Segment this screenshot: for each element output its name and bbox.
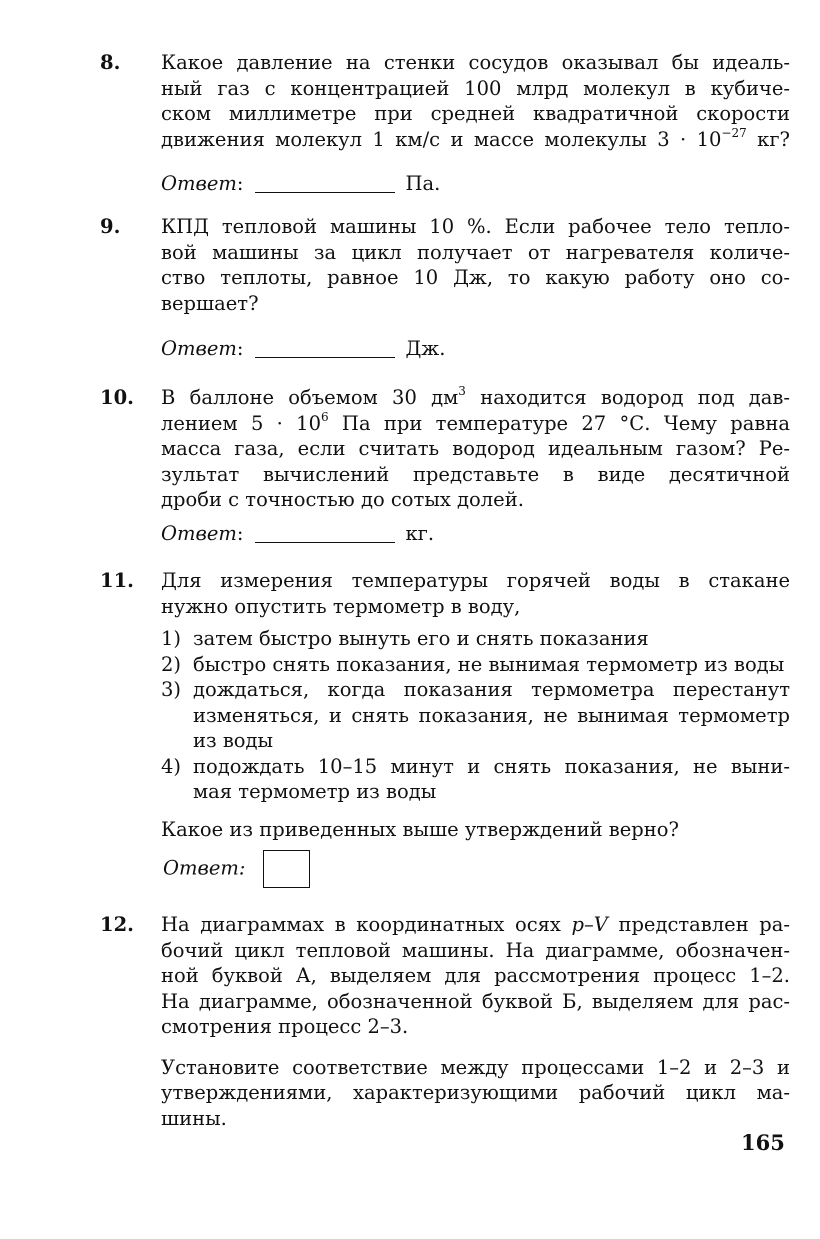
answer-label: Ответ: [161, 522, 237, 545]
answer-label: Ответ:: [163, 856, 246, 880]
text-fragment: лением 5 · 10: [161, 411, 321, 435]
option-text: затем быстро вынуть его и снять показания: [193, 627, 649, 650]
option-text: из воды: [193, 729, 274, 752]
option-list: [161, 626, 790, 805]
answer-unit: Дж.: [405, 337, 446, 360]
text-line: ной буквой А, выделяем для рассмотрения процесс 1–2.: [161, 964, 790, 987]
problem-text: [161, 568, 790, 619]
text-fragment: В баллоне объемом 30 дм: [161, 386, 459, 409]
text-line: [161, 127, 790, 153]
text-fragment: кг?: [746, 127, 790, 151]
question-text: Какое из приведенных выше утверждений верно?: [161, 818, 679, 841]
answer-field[interactable]: [255, 191, 395, 193]
answer-line: [163, 850, 310, 888]
answer-unit: Па.: [405, 172, 441, 195]
text-line: смотрения процесс 2–3.: [161, 1015, 409, 1038]
option-1: [161, 626, 790, 652]
answer-line: Ответ: кг.: [161, 522, 435, 545]
exponent: 6: [320, 409, 329, 424]
text-fragment: представлен ра-: [607, 913, 791, 936]
option-3: [161, 677, 790, 754]
problem-number: 12.: [100, 913, 134, 936]
answer-box[interactable]: [263, 850, 310, 888]
text-line: Для измерения температуры горячей воды в стакане: [161, 569, 790, 592]
text-line: дроби с точностью до сотых долей.: [161, 488, 524, 511]
problem-number: 8.: [100, 51, 121, 74]
text-line: бочий цикл тепловой машины. На диаграмме, обозначен-: [161, 938, 790, 962]
text-line: ный газ с концентрацией 100 млрд молекул в кубиче-: [161, 76, 790, 100]
problem-number: 11.: [100, 569, 134, 592]
text-line: [161, 385, 790, 411]
text-line: вершает?: [161, 291, 259, 315]
text-line: КПД тепловой машины 10 %. Если рабочее тело тепло-: [161, 215, 790, 238]
text-line: Какое давление на стенки сосудов оказывал бы идеаль-: [161, 51, 790, 74]
text-fragment: На диаграммах в координатных осях: [161, 913, 572, 936]
option-4: [161, 754, 790, 805]
problem-text: [161, 50, 790, 152]
text-line: утверждениями, характеризующими рабочий цикл ма-: [161, 1081, 790, 1104]
option-text: быстро снять показания, не вынимая термометр из воды: [193, 652, 785, 676]
option-text: дождаться, когда показания термометра перестанут: [193, 678, 790, 701]
text-line: зультат вычислений представьте в виде десятичной: [161, 462, 790, 486]
option-text: изменяться, и снять показания, не вынимая термометр: [193, 703, 790, 727]
text-fragment: движения молекул 1 км/с и массе молекулы 3 · 10: [161, 127, 722, 151]
answer-line: Ответ: Дж.: [161, 337, 446, 360]
question-line: [161, 817, 679, 843]
option-number: 1): [161, 627, 182, 650]
problem-text: [161, 912, 790, 1131]
option-number: 2): [161, 652, 182, 676]
text-line: Установите соответствие между процессами 1–2 и 2–3 и: [161, 1055, 790, 1079]
text-line: масса газа, если считать водород идеальным газом? Ре-: [161, 437, 790, 460]
answer-field[interactable]: [255, 541, 395, 543]
text-line: ство теплоты, равное 10 Дж, то какую работу оно со-: [161, 266, 790, 289]
text-line: вой машины за цикл получает от нагревателя количе-: [161, 240, 790, 264]
text-line: ском миллиметре при средней квадратичной скорости: [161, 102, 790, 125]
page-number: 165: [741, 1130, 785, 1155]
answer-label: Ответ: [161, 172, 237, 195]
answer-unit: кг.: [405, 522, 435, 545]
answer-label: Ответ: [161, 337, 237, 360]
problem-number: 9.: [100, 215, 121, 238]
problem-text: [161, 214, 790, 316]
problem-number: 10.: [100, 386, 134, 409]
option-2: [161, 652, 790, 678]
option-number: 4): [161, 754, 182, 778]
text-fragment: Па при температуре 27 °С. Чему равна: [328, 411, 790, 435]
option-text: подождать 10–15 минут и снять показания, не выни-: [193, 754, 790, 778]
exponent: 3: [458, 384, 466, 398]
axes-variable: p–V: [571, 913, 608, 936]
text-line: На диаграмме, обозначенной буквой Б, выделяем для рас-: [161, 989, 790, 1013]
text-fragment: находится водород под дав-: [465, 386, 791, 409]
answer-line: Ответ: Па.: [161, 172, 441, 195]
text-line: нужно опустить термометр в воду,: [161, 594, 521, 618]
text-line: [161, 912, 790, 938]
exponent: −27: [721, 125, 747, 140]
problem-text: [161, 385, 790, 513]
option-text: мая термометр из воды: [193, 780, 437, 803]
text-line: [161, 411, 790, 437]
answer-field[interactable]: [255, 356, 395, 358]
option-number: 3): [161, 678, 182, 701]
text-line: шины.: [161, 1106, 227, 1130]
